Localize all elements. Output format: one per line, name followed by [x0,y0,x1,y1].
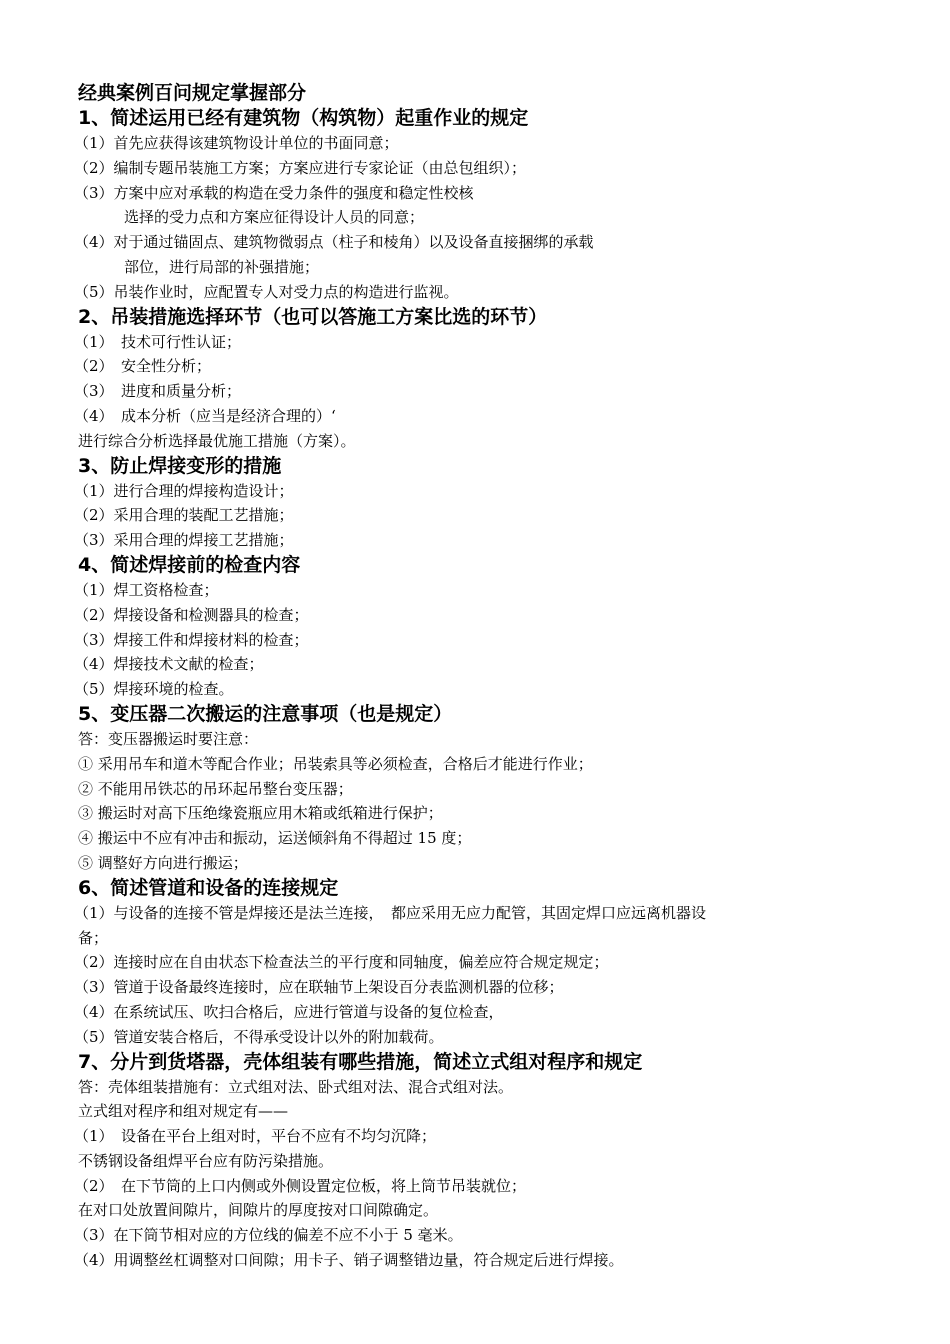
section-line: （4）用调整丝杠调整对口间隙；用卡子、销子调整错边量，符合规定后进行焊接。 [74,1251,624,1270]
section-line: ③ 搬运时对高下压绝缘瓷瓶应用木箱或纸箱进行保护； [78,804,443,823]
section-line: （2）采用合理的装配工艺措施； [74,506,294,525]
section-1 [74,106,918,305]
section-line: （2）编制专题吊装施工方案；方案应进行专家论证（由总包组织）； [74,158,527,177]
section-line: （2） 在下节筒的上口内侧或外侧设置定位板，将上筒节吊装就位； [74,1176,527,1195]
section-line: （1）与设备的连接不管是焊接还是法兰连接， 都应采用无应力配管，其固定焊口应远离机器设 [74,903,707,922]
section-line: （3）焊接工件和焊接材料的检查； [74,630,309,649]
section-line: ④ 搬运中不应有冲击和振动，运送倾斜角不得超过 15 度； [78,829,472,848]
section-line: 不锈钢设备组焊平台应有防污染措施。 [78,1151,334,1170]
section-line: （1）进行合理的焊接构造设计； [74,481,294,500]
section-line: ② 不能用吊铁芯的吊环起吊整台变压器； [78,779,353,798]
section-line: （4）在系统试压、吹扫合格后，应进行管道与设备的复位检查， [74,1002,504,1021]
section-heading: 6、简述管道和设备的连接规定 [78,876,339,899]
section-line-continuation: 备； [78,928,109,947]
section-line: （1）焊工资格检查； [74,580,219,599]
section-heading: 2、吊装措施选择环节（也可以答施工方案比选的环节） [78,305,548,328]
section-line: （1） 设备在平台上组对时，平台不应有不均匀沉降； [74,1127,437,1146]
section-line: （3）管道于设备最终连接时，应在联轴节上架设百分表监测机器的位移； [74,978,564,997]
section-heading: 5、变压器二次搬运的注意事项（也是规定） [78,702,453,725]
section-line: 在对口处放置间隙片，间隙片的厚度按对口间隙确定。 [78,1201,439,1220]
section-line: （2） 安全性分析； [74,357,212,376]
section-2 [74,305,918,454]
section-line: 答：变压器搬运时要注意： [78,729,259,748]
document-page [74,80,918,1273]
section-line: （5）管道安装合格后，不得承受设计以外的附加载荷。 [74,1027,444,1046]
section-line: 答：壳体组装措施有：立式组对法、卧式组对法、混合式组对法。 [78,1077,514,1096]
section-7 [74,1050,918,1273]
section-line: （3） 进度和质量分析； [74,382,242,401]
section-heading: 7、分片到货塔器，壳体组装有哪些措施，简述立式组对程序和规定 [78,1050,643,1073]
section-4 [74,553,918,702]
section-heading: 1、简述运用已经有建筑物（构筑物）起重作业的规定 [78,107,529,129]
section-5 [78,702,918,876]
section-line: （4）对于通过锚固点、建筑物微弱点（柱子和棱角）以及设备直接捆绑的承载 [74,233,594,252]
section-line: ① 采用吊车和道木等配合作业；吊装索具等必须检查，合格后才能进行作业； [78,754,593,773]
section-line: ⑤ 调整好方向进行搬运； [78,853,248,872]
section-line: （1）首先应获得该建筑物设计单位的书面同意； [74,134,399,152]
section-line-continuation: 部位，进行局部的补强措施； [124,257,320,276]
section-heading: 4、简述焊接前的检查内容 [78,553,301,576]
section-line: （2）焊接设备和检测器具的检查； [74,605,309,624]
section-6 [74,876,918,1050]
section-line: （2）连接时应在自由状态下检查法兰的平行度和同轴度，偏差应符合规定规定； [74,953,609,972]
section-line: 立式组对程序和组对规定有—— [78,1102,289,1121]
section-line: （4）焊接技术文献的检查； [74,655,264,674]
section-line: （3）在下筒节相对应的方位线的偏差不应不小于 5 毫米。 [74,1226,463,1245]
document-title: 经典案例百问规定掌握部分 [78,82,307,104]
section-line: （5）吊装作业时，应配置专人对受力点的构造进行监视。 [74,282,459,301]
section-line: （5）焊接环境的检查。 [74,680,234,699]
section-line: （1） 技术可行性认证； [74,332,242,351]
section-line: （3）方案中应对承载的构造在受力条件的强度和稳定性校核 [74,183,474,202]
section-heading: 3、防止焊接变形的措施 [78,454,282,477]
section-line: 进行综合分析选择最优施工措施（方案）。 [78,431,356,450]
section-line: （4） 成本分析（应当是经济合理的）‘ [74,406,336,425]
section-line: （3）采用合理的焊接工艺措施； [74,531,294,550]
section-3 [74,454,918,553]
section-line-continuation: 选择的受力点和方案应征得设计人员的同意； [124,208,425,227]
